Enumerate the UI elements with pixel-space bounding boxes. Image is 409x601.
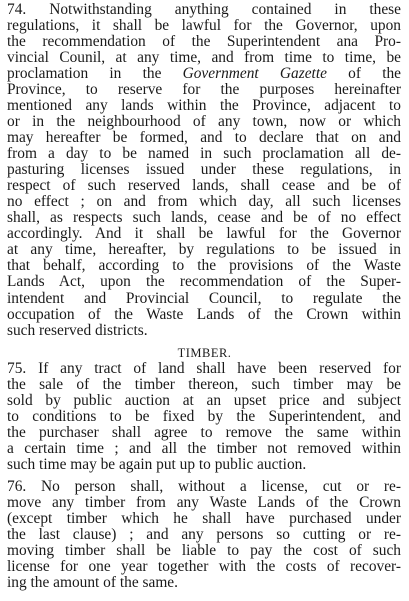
s74-line-10: from a day to be named in such proclamation all de- bbox=[7, 146, 401, 163]
timber-heading: TIMBER. bbox=[177, 345, 232, 360]
s74-line-12: respect of such reserved lands, shall cease and be of bbox=[7, 178, 401, 195]
s75-line-5: the purchaser shall agree to remove the same within bbox=[7, 424, 401, 441]
s74-line-16: at any time, hereafter, by regulations to be issued in bbox=[7, 242, 401, 259]
s74-line-7: mentioned any lands within the Province, adjacent to bbox=[7, 98, 401, 115]
s74-line-5-end: of the bbox=[348, 66, 401, 83]
s76-line-4: the last clause) ; and any persons so cutting or re- bbox=[7, 526, 401, 543]
s74-line-18: Lands Act, upon the recommendation of the Super- bbox=[7, 274, 401, 291]
s74-line-9: may hereafter be formed, and to declare that on and bbox=[7, 130, 401, 147]
s76-line-6: license for one year together with the costs of recover- bbox=[7, 558, 401, 575]
s74-line-2: regulations, it shall be lawful for the Governor, upon bbox=[7, 18, 401, 35]
s75-line-7: such time may be again put up to public auction. bbox=[7, 456, 307, 473]
s75-line-4: to conditions to be fixed by the Superintendent, and bbox=[7, 408, 401, 425]
s74-line-13: no effect ; on and from which day, all such licenses bbox=[7, 194, 401, 211]
s75-line-3: sold by public auction at an upset price and subject bbox=[7, 392, 401, 409]
s75-line-6: a certain time ; and all the timber not removed within bbox=[7, 440, 401, 457]
s74-line-4: vincial Counil, at any time, and from time to time, be bbox=[7, 50, 401, 67]
s74-line-5 bbox=[7, 66, 401, 82]
gazette-italic: Government Gazette bbox=[182, 66, 327, 83]
s75-line-1: 75. If any tract of land shall have been reserved for bbox=[7, 360, 401, 377]
s74-line-19: intendent and Provincial Council, to regulate the bbox=[7, 290, 401, 307]
s74-line-20: occupation of the Waste Lands of the Crown within bbox=[7, 306, 401, 323]
s76-line-3: (except timber which he shall have purchased under bbox=[7, 510, 401, 527]
s74-line-21: such reserved districts. bbox=[7, 322, 148, 339]
s76-line-2: move any timber from any Waste Lands of the Crown bbox=[7, 494, 401, 511]
s76-line-5: moving timber shall be liable to pay the cost of such bbox=[7, 542, 401, 559]
s74-line-5-start: proclamation in the bbox=[7, 66, 162, 83]
s74-line-11: pasturing licenses issued under these regulations, in bbox=[7, 162, 401, 179]
s74-line-3: the recommendation of the Superintendent ana Pro- bbox=[7, 34, 401, 51]
s76-line-7: ing the amount of the same. bbox=[7, 574, 178, 591]
s74-line-17: that behalf, according to the provisions of the Waste bbox=[7, 258, 401, 275]
s74-line-6: Province, to reserve for the purposes hereinafter bbox=[7, 82, 401, 99]
s74-line-15: accordingly. And it shall be lawful for the Governor bbox=[7, 226, 401, 243]
s74-line-1: 74. Notwithstanding anything contained in these bbox=[7, 2, 401, 18]
s74-line-14: shall, as respects such lands, cease and be of no effect bbox=[7, 210, 401, 227]
s74-line-8: or in the neighbourhood of any town, now or which bbox=[7, 114, 401, 131]
s76-line-1: 76. No person shall, without a license, cut or re- bbox=[7, 478, 401, 495]
s75-line-2: the sale of the timber thereon, such timber may be bbox=[7, 376, 401, 393]
